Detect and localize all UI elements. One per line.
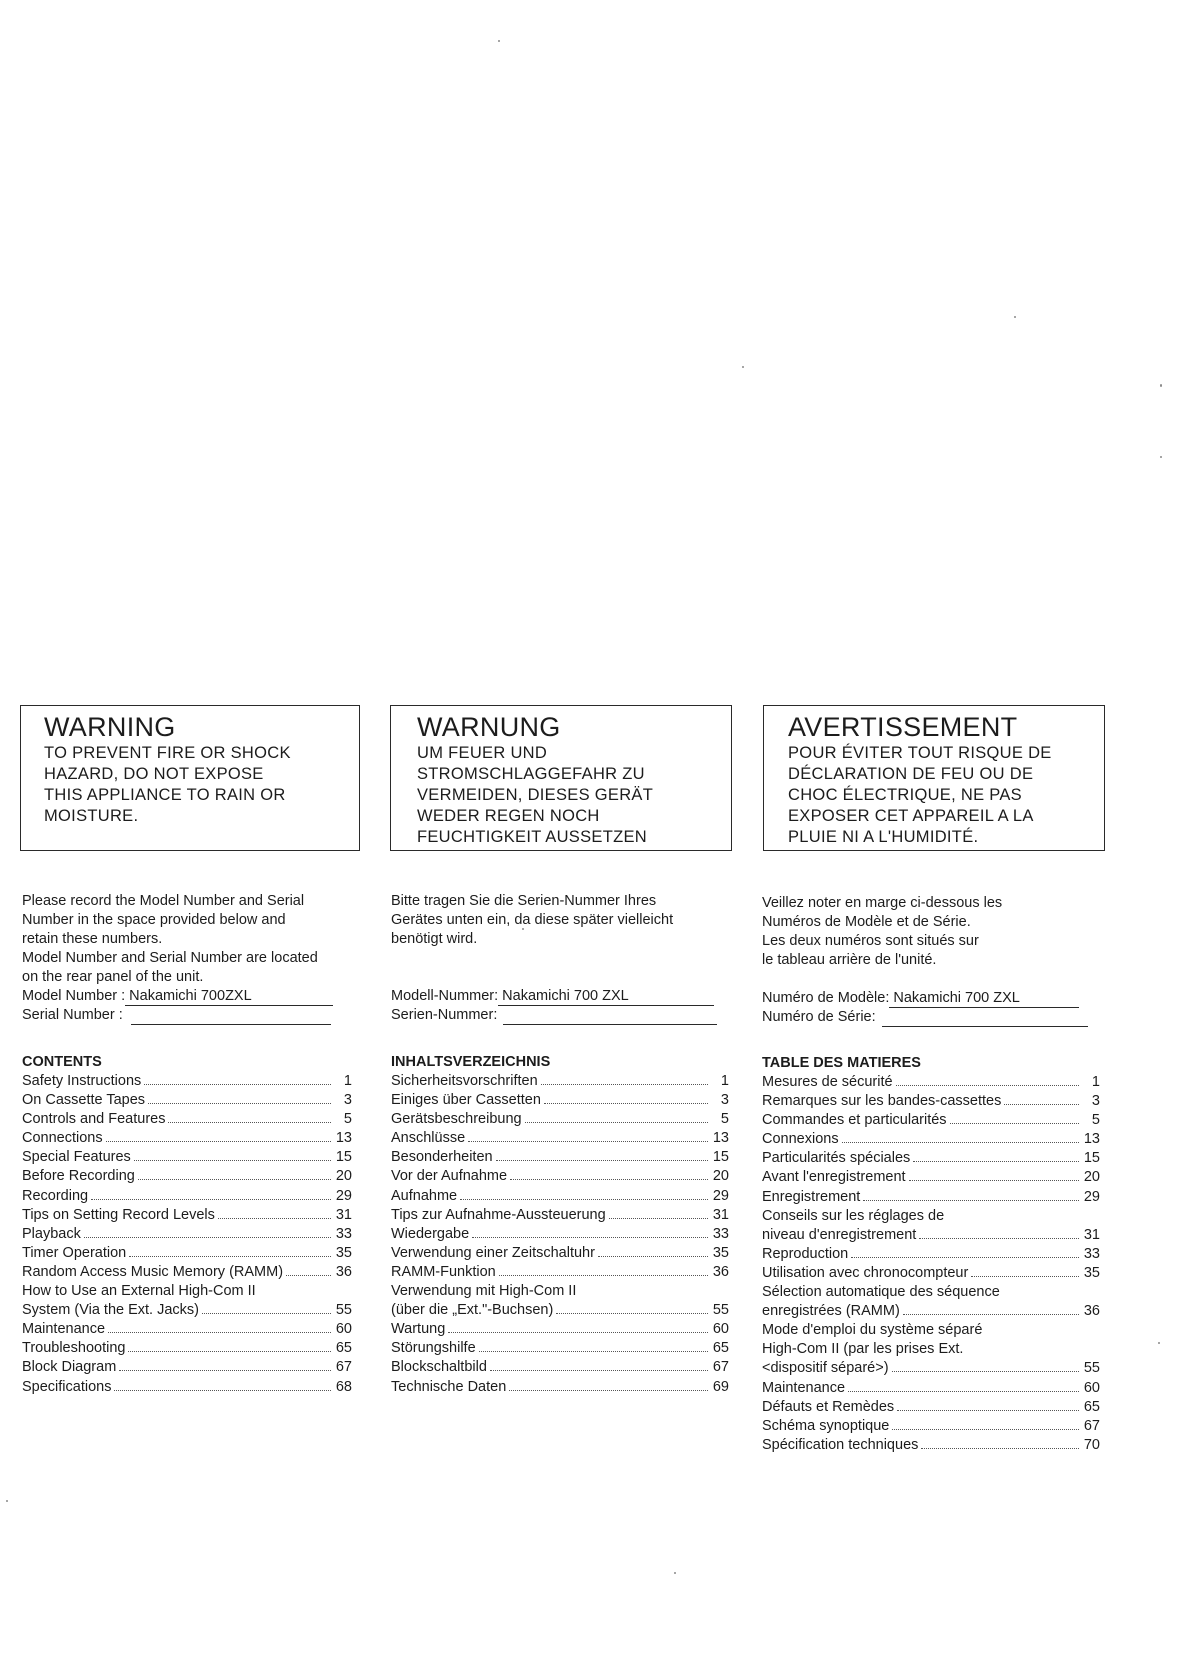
serial-number-field	[391, 1006, 731, 1025]
note-line: Please record the Model Number and Serial	[22, 893, 305, 909]
toc-entry-page: 65	[712, 1340, 729, 1357]
toc-entry-page: 5	[1091, 1112, 1100, 1129]
toc-entry	[762, 1092, 1100, 1111]
toc-entry-label: Particularités spéciales	[762, 1150, 911, 1167]
model-number-label: Model Number :	[22, 988, 126, 1004]
toc-entry	[762, 1226, 1100, 1245]
toc-entry-label: Maintenance	[22, 1321, 106, 1338]
contents-german	[391, 1053, 729, 1397]
toc-entry-page: 60	[1083, 1379, 1100, 1396]
model-number-value: Nakamichi 700 ZXL	[498, 988, 714, 1006]
toc-entry	[762, 1417, 1100, 1436]
toc-dot-leader	[510, 1179, 708, 1180]
toc-dot-leader	[544, 1103, 708, 1104]
toc-dot-leader	[896, 1085, 1079, 1086]
serial-number-label: Serien-Nummer:	[391, 1007, 498, 1023]
toc-entry	[762, 1073, 1100, 1092]
toc-entry-label: Vor der Aufnahme	[391, 1168, 508, 1185]
toc-entry	[391, 1339, 729, 1358]
toc-entry-page: 15	[712, 1149, 729, 1166]
toc-entry-label: Recording	[22, 1187, 89, 1204]
toc-entry-page: 69	[712, 1378, 729, 1395]
toc-dot-leader	[913, 1161, 1079, 1162]
toc-dot-leader	[168, 1122, 331, 1123]
toc-entry	[22, 1244, 352, 1263]
toc-entry-page: 3	[343, 1092, 352, 1109]
toc-dot-leader	[499, 1275, 708, 1276]
toc-dot-leader	[128, 1351, 331, 1352]
toc-dot-leader	[129, 1256, 331, 1257]
warning-line: VERMEIDEN, DIESES GERÄT	[417, 786, 654, 804]
note-line: retain these numbers.	[22, 931, 163, 947]
toc-entry-label: Schéma synoptique	[762, 1417, 890, 1434]
toc-entry-page: 15	[1083, 1150, 1100, 1167]
toc-dot-leader	[892, 1429, 1079, 1430]
toc-dot-leader	[218, 1218, 331, 1219]
toc-entry-label: Verwendung einer Zeitschaltuhr	[391, 1244, 595, 1261]
toc-entry	[762, 1359, 1100, 1378]
spacer	[762, 970, 1102, 989]
serial-number-label: Serial Number :	[22, 1007, 123, 1023]
serial-number-field	[22, 1006, 352, 1025]
toc-entry	[22, 1148, 352, 1167]
toc-entry-label: Wartung	[391, 1321, 446, 1338]
toc-entry-label: Einiges über Cassetten	[391, 1092, 541, 1109]
warning-box-german	[390, 705, 732, 851]
toc-entry-label: Controls and Features	[22, 1111, 166, 1128]
toc-entry-label: Sélection automatique des séquence	[762, 1284, 1000, 1301]
toc-entry	[22, 1072, 352, 1091]
note-line: Les deux numéros sont situés sur	[762, 933, 979, 949]
toc-entry	[762, 1379, 1100, 1398]
toc-entry	[22, 1358, 352, 1377]
toc-dot-leader	[119, 1370, 331, 1371]
toc-entry-page: 5	[720, 1111, 729, 1128]
scan-speck	[742, 366, 744, 368]
toc-entry-label: Tips on Setting Record Levels	[22, 1206, 215, 1223]
scan-speck	[1158, 1342, 1160, 1344]
toc-entry-label: Tips zur Aufnahme-Aussteuerung	[391, 1206, 606, 1223]
toc-entry-page: 70	[1083, 1436, 1100, 1453]
toc-entry	[22, 1091, 352, 1110]
toc-entry	[391, 1301, 729, 1320]
toc-entry-page: 60	[712, 1321, 729, 1338]
model-number-label: Numéro de Modèle:	[762, 990, 890, 1006]
toc-entry-page: 15	[335, 1149, 352, 1166]
record-note-german	[391, 892, 731, 1025]
toc-entry-page: 31	[712, 1206, 729, 1223]
toc-entry-page: 13	[712, 1130, 729, 1147]
note-line: benötigt wird.	[391, 931, 478, 947]
toc-dot-leader	[106, 1141, 331, 1142]
toc-entry-page: 36	[335, 1263, 352, 1280]
toc-entry	[762, 1207, 1100, 1226]
toc-entry	[762, 1168, 1100, 1187]
toc-entry	[22, 1263, 352, 1282]
warning-line: THIS APPLIANCE TO RAIN OR	[44, 786, 286, 804]
serial-number-field	[762, 1008, 1102, 1027]
toc-entry-label: Connections	[22, 1130, 103, 1147]
note-line: Veillez noter en marge ci-dessous les	[762, 895, 1003, 911]
serial-number-label: Numéro de Série:	[762, 1009, 876, 1025]
toc-entry-page: 36	[712, 1263, 729, 1280]
toc-dot-leader	[909, 1180, 1079, 1181]
toc-entry-page: 1	[343, 1073, 352, 1089]
toc-dot-leader	[108, 1332, 331, 1333]
model-number-field	[391, 987, 731, 1006]
warning-box-french	[763, 705, 1105, 851]
toc-entry-label: Enregistrement	[762, 1188, 861, 1205]
toc-entry-label: Technische Daten	[391, 1378, 507, 1395]
warning-box-english	[20, 705, 360, 851]
toc-entry-page: 13	[1083, 1131, 1100, 1148]
contents-list	[391, 1072, 729, 1397]
warning-title: WARNING	[44, 712, 176, 742]
toc-entry-label: Troubleshooting	[22, 1340, 126, 1357]
toc-dot-leader	[468, 1141, 708, 1142]
toc-entry	[762, 1283, 1100, 1302]
toc-entry-label: Anschlüsse	[391, 1130, 466, 1147]
toc-dot-leader	[490, 1370, 708, 1371]
toc-dot-leader	[971, 1276, 1079, 1277]
note-line: Bitte tragen Sie die Serien-Nummer Ihres	[391, 893, 657, 909]
toc-entry	[391, 1263, 729, 1282]
toc-entry	[22, 1225, 352, 1244]
toc-entry	[762, 1245, 1100, 1264]
toc-entry-page: 68	[335, 1378, 352, 1395]
toc-entry	[762, 1188, 1100, 1207]
scan-speck	[1014, 316, 1016, 318]
toc-entry	[391, 1091, 729, 1110]
toc-entry	[762, 1436, 1100, 1455]
toc-entry	[22, 1110, 352, 1129]
note-line: Number in the space provided below and	[22, 912, 286, 928]
toc-entry-label: Block Diagram	[22, 1359, 117, 1376]
toc-entry-page: 35	[335, 1244, 352, 1261]
toc-entry	[762, 1111, 1100, 1130]
toc-entry-page: 35	[1083, 1264, 1100, 1281]
toc-entry-page: 29	[1083, 1188, 1100, 1205]
toc-entry-label: Safety Instructions	[22, 1073, 142, 1089]
toc-dot-leader	[202, 1313, 331, 1314]
toc-dot-leader	[509, 1390, 708, 1391]
toc-entry-label: niveau d'enregistrement	[762, 1226, 917, 1243]
note-line: Numéros de Modèle et de Série.	[762, 914, 971, 930]
toc-entry	[762, 1398, 1100, 1417]
toc-entry-label: Störungshilfe	[391, 1340, 476, 1357]
toc-dot-leader	[919, 1238, 1079, 1239]
toc-entry-label: High-Com II (par les prises Ext.	[762, 1341, 964, 1358]
toc-dot-leader	[148, 1103, 331, 1104]
toc-entry-label: Reproduction	[762, 1245, 849, 1262]
spacer	[391, 968, 731, 987]
toc-entry	[391, 1187, 729, 1206]
model-number-value: Nakamichi 700ZXL	[125, 988, 333, 1006]
toc-entry-page: 55	[335, 1302, 352, 1319]
toc-entry-page: 60	[335, 1321, 352, 1338]
toc-entry-label: Conseils sur les réglages de	[762, 1207, 945, 1224]
toc-entry	[391, 1167, 729, 1186]
toc-entry-label: Before Recording	[22, 1168, 135, 1185]
warning-line: PLUIE NI A L'HUMIDITÉ.	[788, 828, 979, 846]
toc-entry	[22, 1301, 352, 1320]
toc-entry	[22, 1339, 352, 1358]
toc-dot-leader	[851, 1257, 1079, 1258]
toc-entry	[762, 1149, 1100, 1168]
toc-entry-page: 20	[335, 1168, 352, 1185]
toc-entry	[762, 1302, 1100, 1321]
model-number-field	[762, 989, 1102, 1008]
note-line: Gerätes unten ein, da diese später vielleicht	[391, 912, 674, 928]
toc-entry	[22, 1206, 352, 1225]
warning-line: FEUCHTIGKEIT AUSSETZEN	[417, 828, 647, 846]
toc-entry-page: 33	[1083, 1245, 1100, 1262]
toc-dot-leader	[598, 1256, 708, 1257]
warning-line: MOISTURE.	[44, 807, 139, 825]
toc-entry-label: Maintenance	[762, 1379, 846, 1396]
toc-entry-label: Random Access Music Memory (RAMM)	[22, 1263, 284, 1280]
warning-title: AVERTISSEMENT	[788, 712, 1018, 742]
contents-french	[762, 1054, 1100, 1455]
toc-entry-label: Commandes et particularités	[762, 1112, 947, 1129]
serial-number-blank	[131, 1009, 331, 1025]
toc-entry	[391, 1320, 729, 1339]
toc-entry	[22, 1378, 352, 1397]
toc-entry-label: Utilisation avec chronocompteur	[762, 1264, 969, 1281]
toc-dot-leader	[144, 1084, 331, 1085]
warning-line: HAZARD, DO NOT EXPOSE	[44, 765, 264, 783]
toc-dot-leader	[134, 1160, 331, 1161]
toc-entry-page: 1	[720, 1073, 729, 1089]
contents-english	[22, 1053, 352, 1397]
scan-speck	[522, 928, 524, 930]
toc-dot-leader	[525, 1122, 708, 1123]
model-number-value: Nakamichi 700 ZXL	[889, 990, 1079, 1008]
toc-entry-label: Gerätsbeschreibung	[391, 1111, 522, 1128]
toc-entry-label: How to Use an External High-Com II	[22, 1283, 256, 1300]
toc-entry	[391, 1129, 729, 1148]
toc-dot-leader	[848, 1391, 1079, 1392]
toc-dot-leader	[472, 1237, 708, 1238]
toc-entry-page: 55	[712, 1302, 729, 1319]
toc-entry-label: Playback	[22, 1225, 81, 1242]
toc-dot-leader	[91, 1199, 331, 1200]
toc-entry	[22, 1282, 352, 1301]
toc-entry-page: 65	[335, 1340, 352, 1357]
toc-dot-leader	[903, 1314, 1079, 1315]
toc-entry-page: 67	[1083, 1417, 1100, 1434]
toc-entry-page: 33	[335, 1225, 352, 1242]
toc-entry	[762, 1340, 1100, 1359]
toc-dot-leader	[84, 1237, 331, 1238]
toc-entry	[762, 1264, 1100, 1283]
toc-entry	[391, 1148, 729, 1167]
toc-entry	[391, 1110, 729, 1129]
toc-entry-label: Special Features	[22, 1149, 131, 1166]
toc-entry-label: Connexions	[762, 1131, 839, 1148]
toc-dot-leader	[138, 1179, 331, 1180]
warning-line: DÉCLARATION DE FEU OU DE	[788, 765, 1034, 783]
serial-number-blank	[503, 1009, 717, 1025]
toc-entry	[762, 1130, 1100, 1149]
toc-entry-label: Besonderheiten	[391, 1149, 493, 1166]
toc-entry-label: enregistrées (RAMM)	[762, 1303, 900, 1320]
toc-entry-page: 55	[1083, 1360, 1100, 1377]
toc-entry-label: Spécification techniques	[762, 1436, 919, 1453]
note-line: on the rear panel of the unit.	[22, 969, 204, 985]
toc-entry-label: System (Via the Ext. Jacks)	[22, 1302, 200, 1319]
toc-entry-label: On Cassette Tapes	[22, 1092, 146, 1109]
toc-entry-page: 3	[720, 1092, 729, 1109]
toc-dot-leader	[950, 1123, 1079, 1124]
toc-entry-label: Mesures de sécurité	[762, 1074, 893, 1090]
model-number-field	[22, 987, 352, 1006]
warning-line: POUR ÉVITER TOUT RISQUE DE	[788, 744, 1052, 762]
toc-dot-leader	[460, 1199, 708, 1200]
warning-line: TO PREVENT FIRE OR SHOCK	[44, 744, 291, 762]
toc-entry	[391, 1072, 729, 1091]
toc-dot-leader	[114, 1390, 331, 1391]
record-note-english	[22, 892, 352, 1025]
note-line: le tableau arrière de l'unité.	[762, 952, 937, 968]
spacer	[391, 949, 731, 968]
toc-entry-page: 29	[335, 1187, 352, 1204]
toc-dot-leader	[863, 1200, 1079, 1201]
toc-entry-label: Blockschaltbild	[391, 1359, 487, 1376]
toc-entry-label: Remarques sur les bandes-cassettes	[762, 1093, 1002, 1110]
toc-dot-leader	[1004, 1104, 1079, 1105]
toc-entry-label: Défauts et Remèdes	[762, 1398, 895, 1415]
toc-dot-leader	[892, 1371, 1079, 1372]
toc-entry	[762, 1321, 1100, 1340]
toc-entry-page: 67	[712, 1359, 729, 1376]
toc-dot-leader	[479, 1351, 708, 1352]
toc-dot-leader	[496, 1160, 708, 1161]
warning-line: UM FEUER UND	[417, 744, 548, 762]
toc-entry	[22, 1187, 352, 1206]
toc-dot-leader	[921, 1448, 1079, 1449]
scan-speck	[1160, 456, 1162, 458]
toc-entry-page: 36	[1083, 1303, 1100, 1320]
contents-list	[762, 1073, 1100, 1455]
toc-entry-label: Aufnahme	[391, 1187, 458, 1204]
contents-heading: CONTENTS	[22, 1054, 102, 1070]
toc-entry-label: Timer Operation	[22, 1244, 127, 1261]
toc-entry	[22, 1167, 352, 1186]
warning-line: EXPOSER CET APPAREIL A LA	[788, 807, 1034, 825]
toc-entry-label: Avant l'enregistrement	[762, 1169, 906, 1186]
warning-line: STROMSCHLAGGEFAHR ZU	[417, 765, 645, 783]
contents-list	[22, 1072, 352, 1397]
warning-line: CHOC ÉLECTRIQUE, NE PAS	[788, 786, 1022, 804]
toc-entry-page: 1	[1091, 1074, 1100, 1090]
warning-title: WARNUNG	[417, 712, 561, 742]
toc-entry-label: Sicherheitsvorschriften	[391, 1073, 538, 1089]
toc-entry	[391, 1225, 729, 1244]
toc-entry	[391, 1244, 729, 1263]
toc-entry	[391, 1206, 729, 1225]
toc-entry-label: Specifications	[22, 1378, 112, 1395]
toc-entry-page: 31	[335, 1206, 352, 1223]
model-number-label: Modell-Nummer:	[391, 988, 499, 1004]
scan-speck	[498, 40, 500, 42]
toc-dot-leader	[556, 1313, 708, 1314]
toc-entry	[22, 1129, 352, 1148]
toc-dot-leader	[286, 1275, 331, 1276]
toc-entry-label: RAMM-Funktion	[391, 1263, 496, 1280]
toc-entry-page: 20	[1083, 1169, 1100, 1186]
toc-entry-label: Verwendung mit High-Com II	[391, 1283, 577, 1300]
toc-entry-page: 67	[335, 1359, 352, 1376]
toc-entry-page: 5	[343, 1111, 352, 1128]
serial-number-blank	[882, 1011, 1088, 1027]
toc-entry-page: 29	[712, 1187, 729, 1204]
toc-entry-page: 33	[712, 1225, 729, 1242]
toc-entry-page: 20	[712, 1168, 729, 1185]
contents-heading: INHALTSVERZEICHNIS	[391, 1054, 551, 1070]
toc-entry-page: 65	[1083, 1398, 1100, 1415]
record-note-french	[762, 894, 1102, 1027]
scan-speck	[1160, 384, 1162, 387]
scan-speck	[674, 1572, 676, 1574]
toc-entry-label: Wiedergabe	[391, 1225, 470, 1242]
toc-entry	[391, 1378, 729, 1397]
contents-heading: TABLE DES MATIERES	[762, 1055, 921, 1071]
scan-speck	[6, 1500, 8, 1502]
toc-dot-leader	[897, 1410, 1079, 1411]
toc-entry-label: Mode d'emploi du système séparé	[762, 1322, 983, 1339]
toc-entry-page: 3	[1091, 1093, 1100, 1110]
toc-entry-label: <dispositif séparé>)	[762, 1360, 889, 1377]
toc-entry-label: (über die „Ext."-Buchsen)	[391, 1302, 554, 1319]
note-line: Model Number and Serial Number are located	[22, 950, 318, 966]
toc-dot-leader	[541, 1084, 708, 1085]
toc-entry-page: 31	[1083, 1226, 1100, 1243]
toc-entry-page: 13	[335, 1130, 352, 1147]
toc-entry	[391, 1358, 729, 1377]
toc-dot-leader	[609, 1218, 708, 1219]
toc-dot-leader	[448, 1332, 708, 1333]
toc-dot-leader	[842, 1142, 1079, 1143]
warning-line: WEDER REGEN NOCH	[417, 807, 600, 825]
toc-entry-page: 35	[712, 1244, 729, 1261]
toc-entry	[22, 1320, 352, 1339]
toc-entry	[391, 1282, 729, 1301]
